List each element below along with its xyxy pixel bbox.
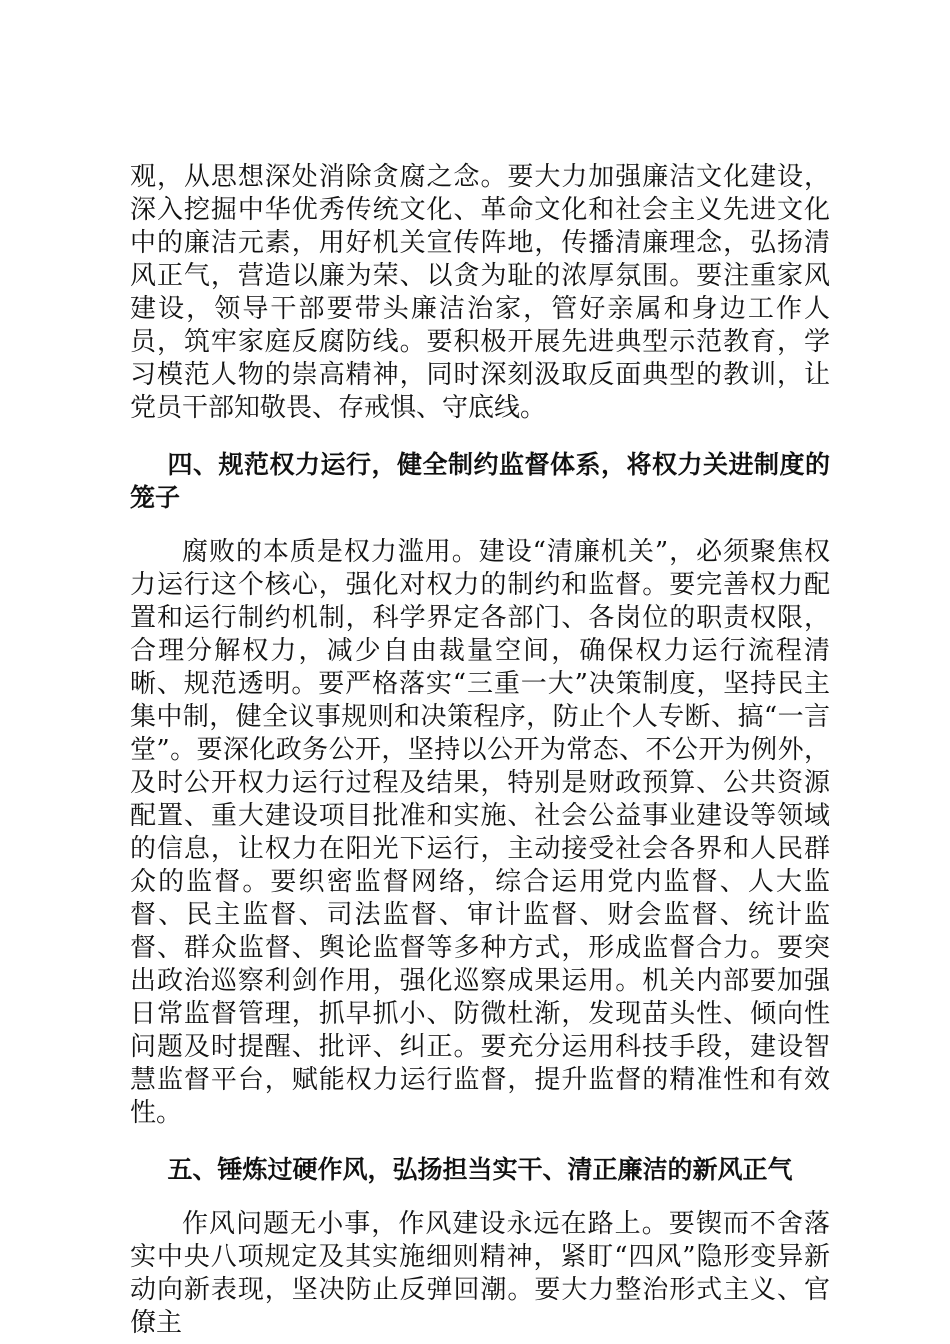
- section-heading-4: 四、规范权力运行，健全制约监督体系，将权力关进制度的笼子: [130, 450, 830, 512]
- spacer: [130, 425, 830, 448]
- spacer: [130, 1130, 830, 1153]
- section-heading-5: 五、锤炼过硬作风，弘扬担当实干、清正廉洁的新风正气: [167, 1155, 793, 1184]
- document-page: [130, 161, 830, 1340]
- spacer: [130, 514, 830, 536]
- paragraph-continuation: 观，从思想深处消除贪腐之念。要大力加强廉洁文化建设，深入挖掘中华优秀传统文化、革命文化和社会主义先进文化中的廉洁元素，用好机关宣传阵地，传播清廉理念，弘扬清风正气，营造以廉为荣、以贪为耻的浓厚氛围。要注重家风建设，领导干部要带头廉洁治家，管好亲属和身边工作人员，筑牢家庭反腐防线。要积极开展先进典型示范教育，学习模范人物的崇高精神，同时深刻汲取反面典型的教训，让党员干部知敬畏、存戒惧、守底线。: [130, 162, 830, 423]
- paragraph-power-supervision: 腐败的本质是权力滥用。建设“清廉机关”，必须聚焦权力运行这个核心，强化对权力的制约和监督。要完善权力配置和运行制约机制，科学界定各部门、各岗位的职责权限，合理分解权力，减少自由裁量空间，确保权力运行流程清晰、规范透明。要严格落实“三重一大”决策制度，坚持民主集中制，健全议事规则和决策程序，防止个人专断、搞“一言堂”。要深化政务公开，坚持以公开为常态、不公开为例外，及时公开权力运行过程及结果，特别是财政预算、公共资源配置、重大建设项目批准和实施、社会公益事业建设等领域的信息，让权力在阳光下运行，主动接受社会各界和人民群众的监督。要织密监督网络，综合运用党内监督、人大监督、民主监督、司法监督、审计监督、财会监督、统计监督、群众监督、舆论监督等多种方式，形成监督合力。要突出政治巡察利剑作用，强化巡察成果运用。机关内部要加强日常监督管理，抓早抓小、防微杜渐，发现苗头性、倾向性问题及时提醒、批评、纠正。要充分运用科技手段，建设智慧监督平台，赋能权力运行监督，提升监督的精准性和有效性。: [130, 537, 830, 1128]
- paragraph-work-style: 作风问题无小事，作风建设永远在路上。要锲而不舍落实中央八项规定及其实施细则精神，紧盯“四风”隐形变异新动向新表现，坚决防止反弹回潮。要大力整治形式主义、官僚主: [130, 1209, 830, 1338]
- spacer: [130, 1186, 830, 1208]
